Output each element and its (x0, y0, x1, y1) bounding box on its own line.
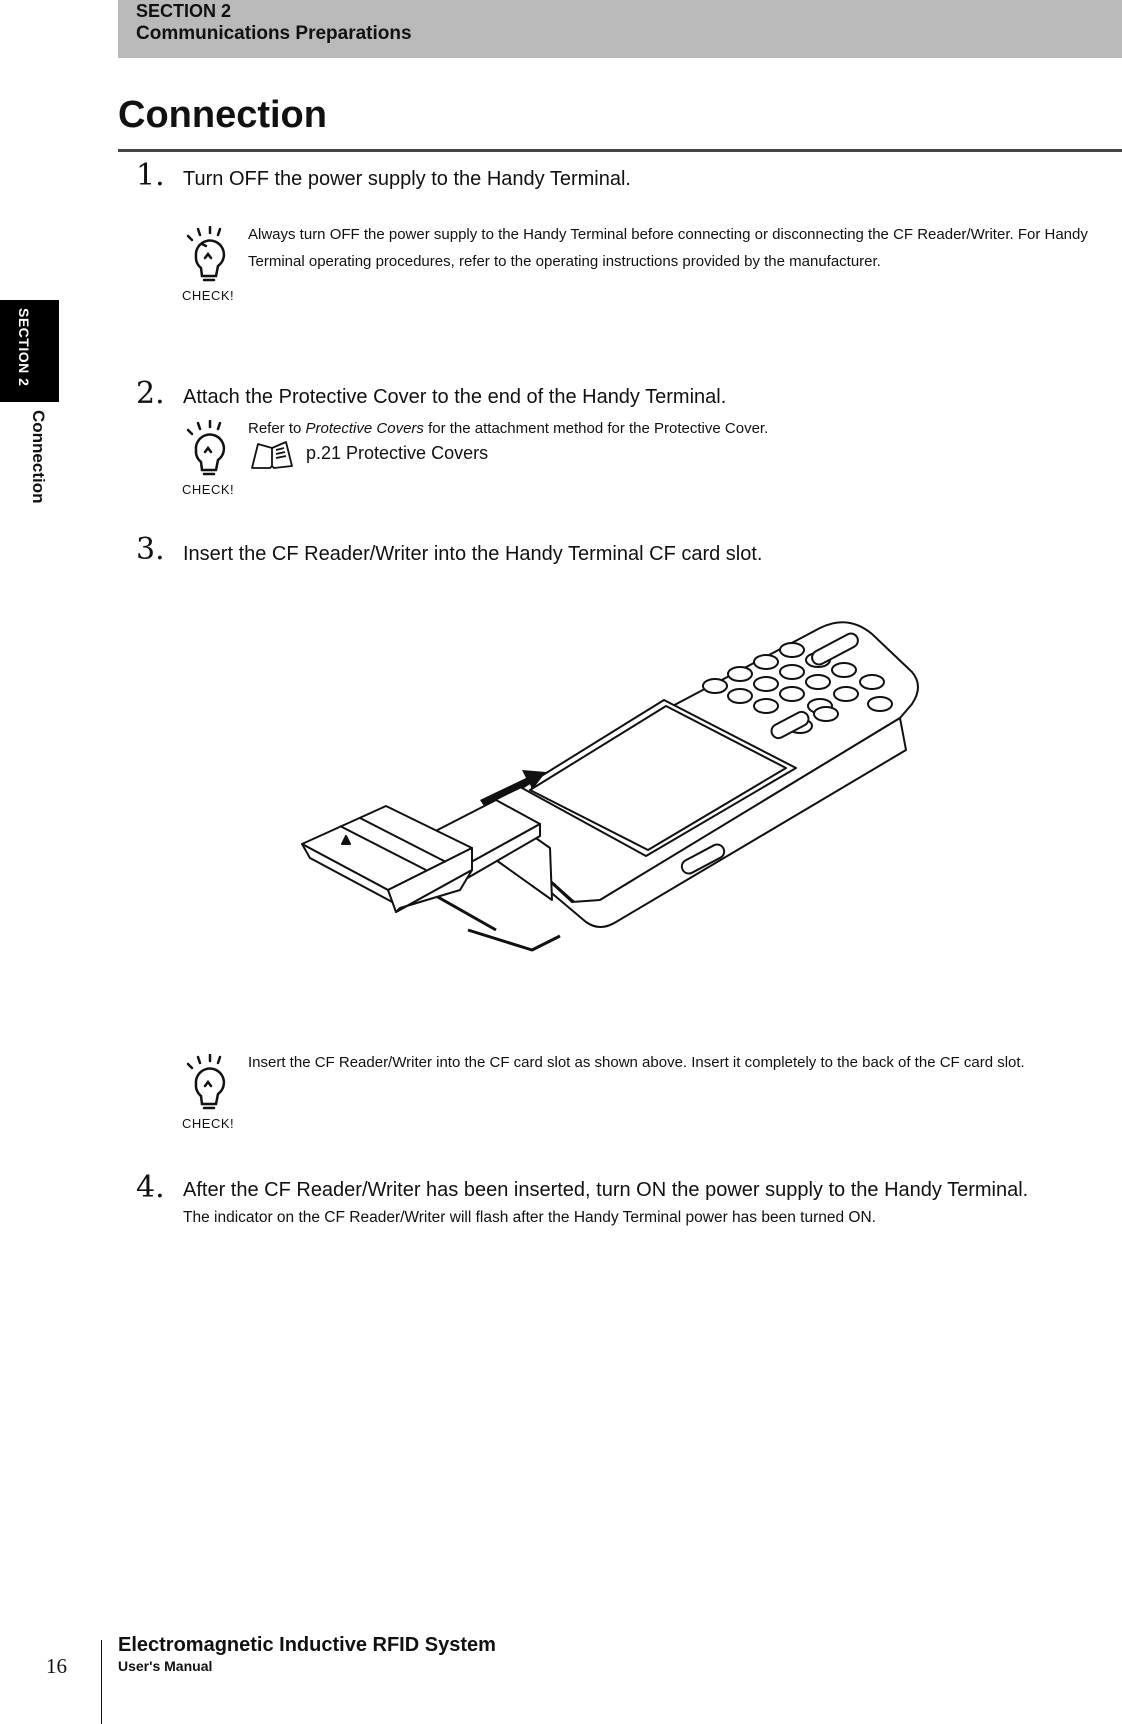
step-2-text: Attach the Protective Cover to the end of the Handy Terminal. (183, 386, 727, 408)
page-number: 16 (46, 1654, 67, 1678)
lightbulb-icon (184, 226, 236, 286)
side-section-label: SECTION 2 (16, 308, 32, 387)
check-label: CHECK! (182, 288, 235, 303)
header-subtitle: Communications Preparations (136, 23, 412, 44)
handy-terminal-illustration (300, 600, 940, 1010)
step-4-text: After the CF Reader/Writer has been inserted, turn ON the power supply to the Handy Terminal. (183, 1179, 1029, 1201)
terminal-drawing (300, 600, 940, 1010)
check-note-2 (180, 420, 240, 500)
step-3-note: Insert the CF Reader/Writer into the CF card slot as shown above. Insert it completely to the back of the CF card slot. (248, 1054, 1025, 1071)
step-1-text: Turn OFF the power supply to the Handy Terminal. (183, 168, 631, 190)
book-reference-icon (250, 440, 294, 470)
page-reference-text: p.21 Protective Covers (306, 443, 489, 463)
step-1-number: 1. (136, 158, 165, 193)
check-note-3 (180, 1054, 240, 1134)
step-2-note-suffix: for the attachment method for the Protective Cover. (423, 420, 769, 437)
check-note-1 (180, 226, 240, 306)
lightbulb-icon (184, 1054, 236, 1114)
step-2-note-prefix: Refer to (248, 420, 306, 437)
title-divider (118, 149, 1122, 152)
section-header (118, 0, 1122, 58)
side-chapter-label: Connection (29, 410, 48, 504)
step-1-note: Always turn OFF the power supply to the Handy Terminal before connecting or disconnecting the CF Reader/Writer. For Handy Terminal operating procedures, refer to the operating instructions provided by the manufacturer. (248, 226, 1088, 270)
step-4-detail: The indicator on the CF Reader/Writer will flash after the Handy Terminal power has been turned ON. (183, 1209, 876, 1226)
footer-subtitle: User's Manual (118, 1658, 213, 1674)
step-3-number: 3. (136, 532, 165, 567)
step-2-note-italic: Protective Covers (305, 420, 424, 437)
header-section-label: SECTION 2 (136, 1, 232, 21)
step-4-number: 4. (136, 1170, 165, 1205)
check-label: CHECK! (182, 482, 235, 497)
lightbulb-icon (184, 420, 236, 480)
step-3-text: Insert the CF Reader/Writer into the Handy Terminal CF card slot. (183, 543, 763, 565)
side-section-tab (0, 300, 59, 402)
check-label: CHECK! (182, 1116, 235, 1131)
page-reference-link[interactable] (250, 440, 650, 470)
footer-divider (101, 1640, 102, 1724)
step-2-number: 2. (136, 376, 165, 411)
footer-title: Electromagnetic Inductive RFID System (118, 1634, 496, 1656)
step-2-note (248, 415, 1118, 442)
page-title: Connection (118, 94, 327, 136)
